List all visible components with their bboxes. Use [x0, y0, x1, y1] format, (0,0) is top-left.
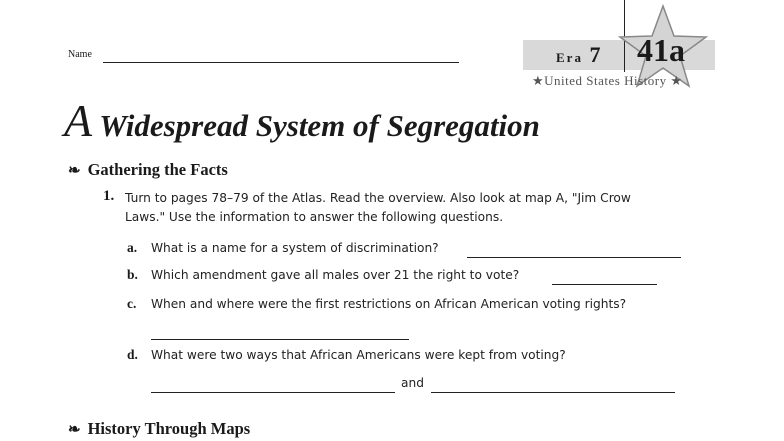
fleuron-icon: ❧: [68, 163, 81, 179]
name-input-line[interactable]: [103, 62, 459, 63]
and-word: and: [401, 376, 424, 390]
course-label: ★United States History ★: [532, 73, 683, 88]
section-label: Gathering the Facts: [87, 160, 228, 179]
fleuron-icon: ❧: [68, 422, 81, 438]
subquestion-letter: a.: [127, 240, 138, 255]
subquestion-text: When and where were the first restrictions on African American voting rights?: [151, 297, 627, 311]
name-label: Name: [68, 49, 92, 60]
answer-line[interactable]: [467, 257, 681, 258]
answer-line[interactable]: [151, 392, 395, 393]
subquestion-text: What is a name for a system of discrimination?: [151, 241, 439, 255]
section-label: History Through Maps: [87, 419, 251, 438]
question-text-line1: Turn to pages 78–79 of the Atlas. Read the overview. Also look at map A, "Jim Crow: [125, 191, 631, 205]
era-number: 7: [589, 42, 602, 67]
answer-line[interactable]: [552, 284, 657, 285]
subquestion-letter: b.: [127, 267, 138, 282]
subquestion-letter: d.: [127, 347, 138, 362]
era-label: [556, 42, 601, 68]
answer-line[interactable]: [431, 392, 675, 393]
subquestion-text: Which amendment gave all males over 21 the right to vote?: [151, 268, 520, 282]
section-heading-gathering: [68, 160, 228, 180]
title-rest: Widespread System of Segregation: [92, 108, 540, 143]
section-heading-maps: [68, 419, 250, 439]
lesson-number: 41a: [637, 32, 685, 68]
answer-line[interactable]: [151, 339, 409, 340]
question-number: 1.: [103, 188, 115, 204]
title-initial: A: [64, 95, 93, 146]
subquestion-text: What were two ways that African Americans were kept from voting?: [151, 348, 566, 362]
era-word: Era: [556, 50, 583, 65]
question-text-line2: Laws." Use the information to answer the following questions.: [125, 210, 504, 224]
subquestion-letter: c.: [127, 296, 137, 311]
page-title: [64, 94, 540, 147]
